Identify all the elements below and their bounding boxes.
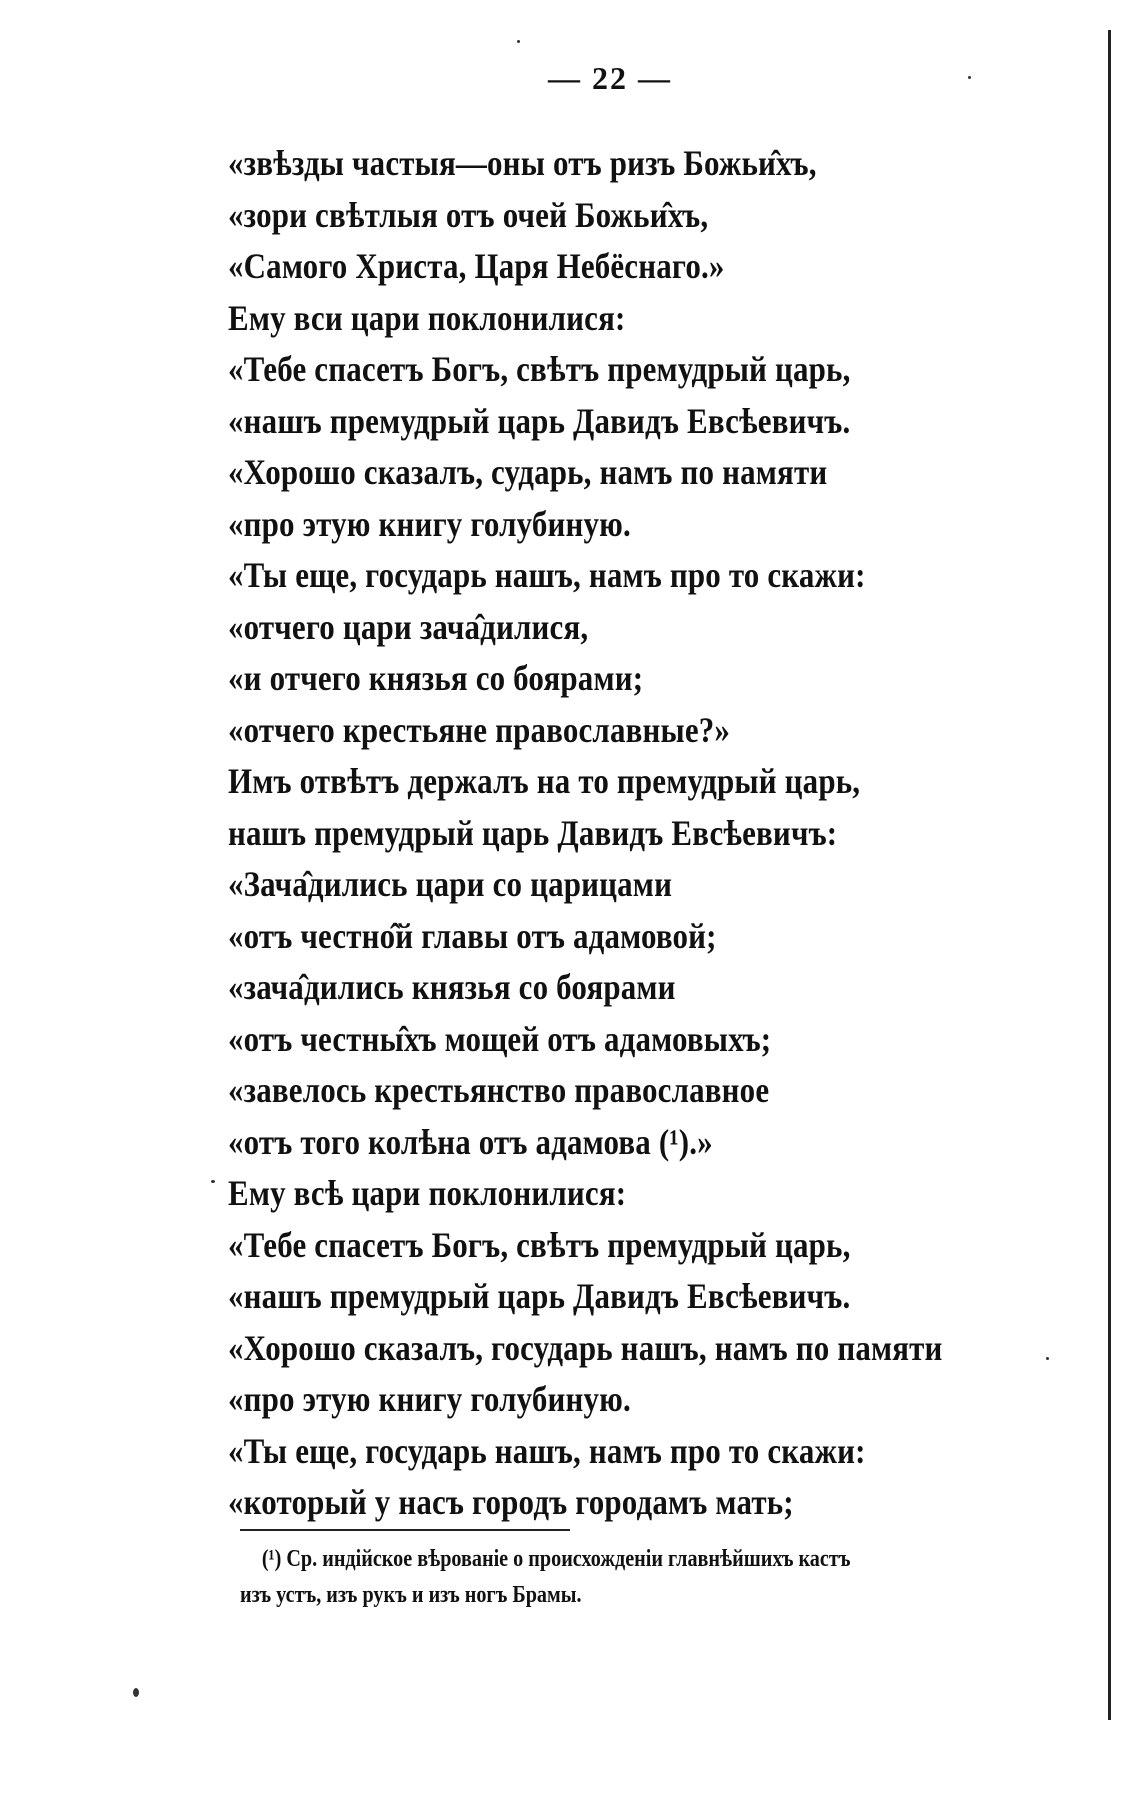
footnote-line: изъ устъ, изъ рукъ и изъ ногъ Брамы. [240,1582,582,1608]
verse-line: Ему вси цари поклонилися: [228,297,626,338]
verse-line: «зача̂дились князья со боярами [228,967,676,1007]
page-number: — 22 — [548,60,672,96]
verse-line: «Тебе спасетъ Богъ, свѣтъ премудрый царь, [228,349,851,389]
scan-speck [968,76,971,79]
scan-speck [1046,1357,1049,1360]
scan-speck [211,1180,215,1183]
footnote-divider [240,1529,570,1531]
verse-line: «отъ честно̂й главы отъ адамовой; [228,915,717,956]
verse-line: «отъ честны̂хъ мощей отъ адамовыхъ; [228,1018,772,1059]
verse-line: «и отчего князья со боярами; [228,658,644,698]
verse-line: нашъ премудрый царь Давидъ Евсѣевичъ: [228,812,838,853]
verse-line: «про этую книгу голубиную. [228,1379,631,1419]
verse-line: «нашъ премудрый царь Давидъ Евсѣевичъ. [228,1276,851,1316]
verse-line: Имъ отвѣтъ держалъ на то премудрый царь, [228,761,861,801]
footnote [240,1541,1063,1613]
verse-line: «Тебе спасетъ Богъ, свѣтъ премудрый царь, [228,1224,851,1265]
verse-line: «отчего крестьяне православные?» [228,709,731,750]
verse-line: «отъ того колѣна отъ адамова (¹).» [228,1121,713,1162]
scan-speck [133,1688,139,1697]
footnote-line: (¹) Ср. индійское вѣрованіе о происхожденіи главнѣйшихъ кастъ [261,1546,851,1572]
verse-line: «Зача̂дились цари со царицами [228,864,673,904]
verse-line: «Хорошо сказалъ, сударь, намъ по намяти [228,452,828,492]
verse-line: «нашъ премудрый царь Давидъ Евсѣевичъ. [228,400,851,441]
verse-line: «Хорошо сказалъ, государь нашъ, намъ по памяти [228,1327,943,1368]
verse-line: Ему всѣ цари поклонилися: [228,1173,627,1213]
verse-line: «Ты еще, государь нашъ, намъ про то скажи: [228,1430,866,1471]
verse-line: «про этую книгу голубиную. [228,503,631,544]
verse-text [228,138,1059,1529]
verse-line: «завелось крестьянство православное [228,1070,770,1110]
verse-line: «звѣзды частыя—оны отъ ризъ Божьи̂хъ, [228,143,817,183]
scan-speck [517,40,520,43]
verse-line: «Самого Христа, Царя Небёснаго.» [228,246,725,286]
verse-line: «отчего цари зача̂дилися, [228,606,589,647]
page-edge-rule [1108,30,1111,1720]
verse-line: «который у насъ городъ городамъ мать; [228,1482,794,1522]
verse-line: «Ты еще, государь нашъ, намъ про то скажи: [228,555,866,595]
verse-line: «зори свѣтлыя отъ очей Божьи̂хъ, [228,194,709,235]
